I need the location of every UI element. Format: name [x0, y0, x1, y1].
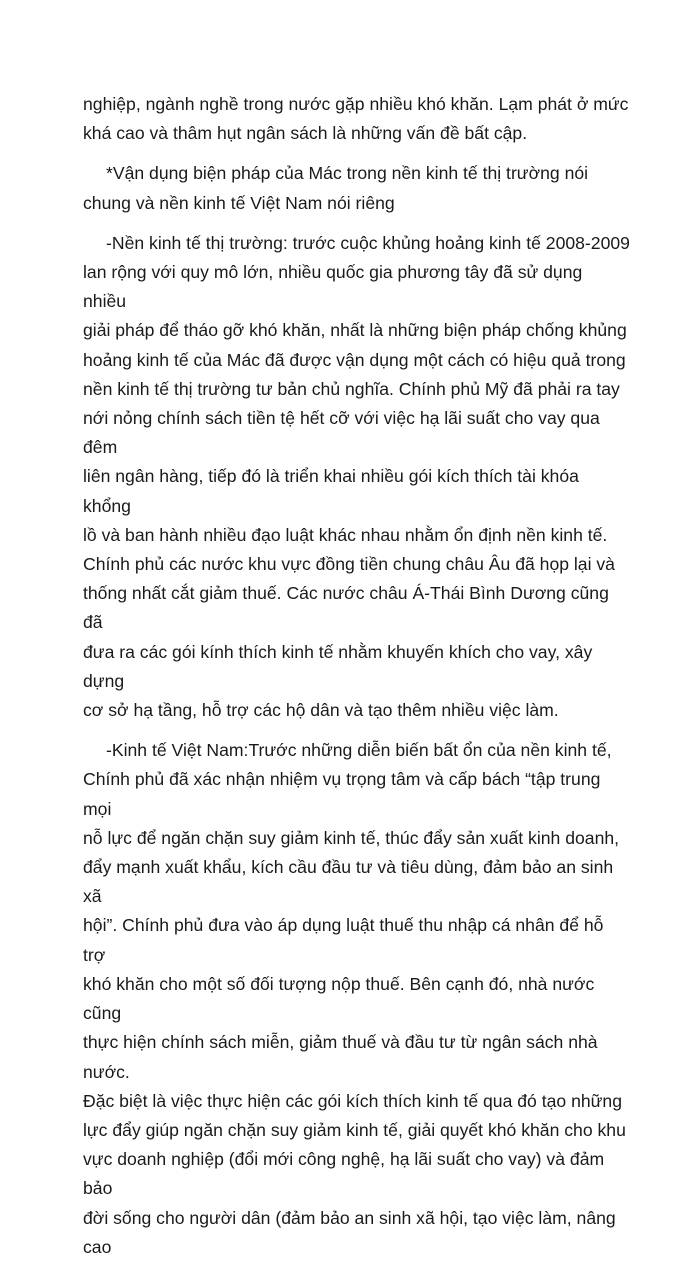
section-heading: *Vận dụng biện pháp của Mác trong nền kinh tế thị trường nói chung và nền kinh tế Việt Nam nói riêng [83, 163, 589, 213]
paragraph-continuation: nghiệp, ngành nghề trong nước gặp nhiều khó khăn. Lạm phát ở mức khá cao và thâm hụt ngân sách là những vấn đề bất cập. [83, 94, 629, 144]
paragraph-market-economy: -Nền kinh tế thị trường: trước cuộc khủng hoảng kinh tế 2008-2009 lan rộng với quy mô lớn, nhiều quốc gia phương tây đã sử dụng nhiều giải pháp để tháo gỡ khó khăn, nhất là những biện pháp chống khủng hoảng kinh tế của Mác đã được vận dụng một cách có hiệu quả trong nền kinh tế thị trường tư bản chủ nghĩa. Chính phủ Mỹ đã phải ra tay nới nỏng chính sách tiền tệ hết cỡ với việc hạ lãi suất cho vay qua đêm liên ngân hàng, tiếp đó là triển khai nhiều gói kích thích tài khóa khổng lồ và ban hành nhiều đạo luật khác nhau nhằm ổn định nền kinh tế. Chính phủ các nước khu vực đồng tiền chung châu Âu đã họp lại và thống nhất cắt giảm thuế. Các nước châu Á-Thái Bình Dương cũng đã đưa ra các gói kính thích kinh tế nhằm khuyến khích cho vay, xây dựng cơ sở hạ tầng, hỗ trợ các hộ dân và tạo thêm nhiều việc làm. [83, 232, 630, 721]
paragraph-vietnam-economy: -Kinh tế Việt Nam:Trước những diễn biến bất ổn của nền kinh tế, Chính phủ đã xác nhận nhiệm vụ trọng tâm và cấp bách “tập trung mọi nỗ lực để ngăn chặn suy giảm kinh tế, thúc đẩy sản xuất kinh doanh, đẩy mạnh xuất khẩu, kích cầu đầu tư và tiêu dùng, đảm bảo an sinh xã hội”. Chính phủ đưa vào áp dụng luật thuế thu nhập cá nhân để hỗ trợ khó khăn cho một số đối tượng nộp thuế. Bên cạnh đó, nhà nước cũng thực hiện chính sách miễn, giảm thuế và đầu tư từ ngân sách nhà nước. Đặc biệt là việc thực hiện các gói kích thích kinh tế qua đó tạo những lực đẩy giúp ngăn chặn suy giảm kinh tế, giải quyết khó khăn cho khu vực doanh nghiệp (đổi mới công nghệ, hạ lãi suất cho vay) và đảm bảo đời sống cho người dân (đảm bảo an sinh xã hội, tạo việc làm, nâng cao [83, 740, 626, 1257]
